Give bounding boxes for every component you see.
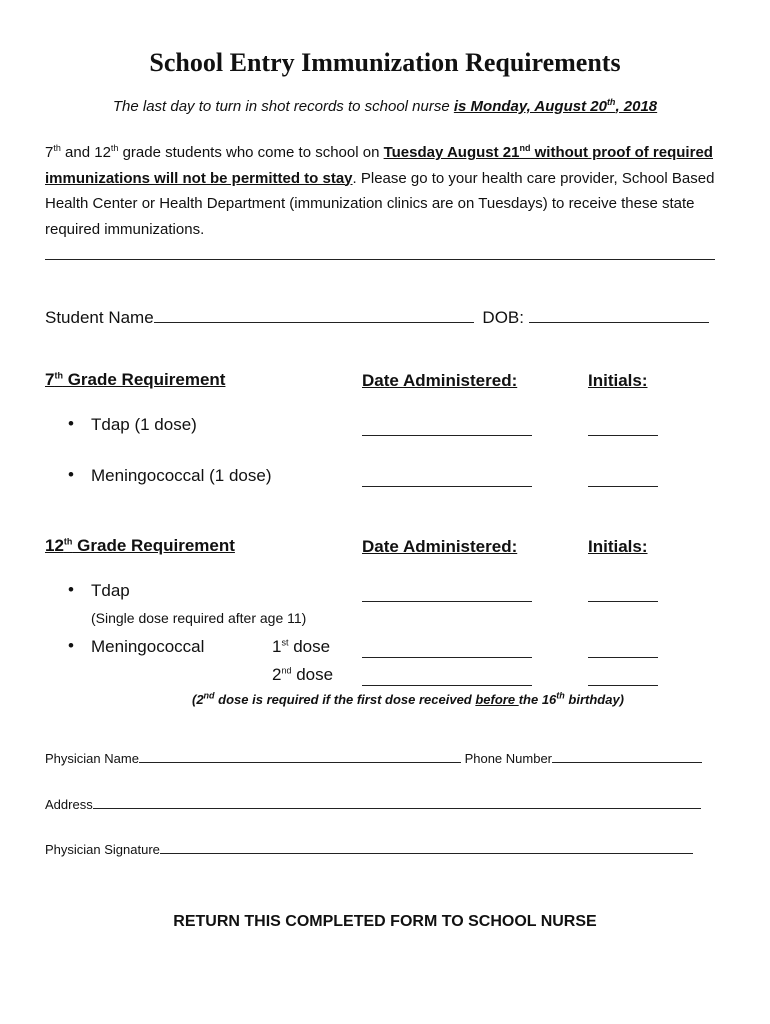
dob-field[interactable] bbox=[529, 305, 709, 323]
address-row bbox=[45, 795, 701, 812]
address-field[interactable] bbox=[93, 795, 701, 809]
grade12-dose2-initials-field[interactable] bbox=[588, 685, 658, 686]
intro-warning: Tuesday August 21nd without proof of required immunizations will not be permitted to stay bbox=[45, 143, 713, 187]
address-label: Address bbox=[45, 797, 93, 812]
physician-name-field[interactable] bbox=[139, 749, 461, 763]
grade12-initials-column: Initials: bbox=[588, 537, 648, 556]
grade7-mening-initials-field[interactable] bbox=[588, 486, 658, 487]
grade7-heading: 7th Grade Requirement bbox=[45, 370, 226, 389]
bullet: • bbox=[68, 465, 74, 484]
deadline-notice bbox=[0, 98, 770, 115]
grade12-date-column: Date Administered: bbox=[362, 537, 518, 556]
grade12-dose1-label: 1st dose bbox=[272, 637, 331, 656]
intro-paragraph: 7th and 12th grade students who come to school on Tuesday August 21nd without proof of required immunizations will not be permitted to stay. Please go to your health care provider, School Based Health Center or Health Department (immunization clinics are on Tuesdays) to receive these state required immunizations. bbox=[45, 143, 715, 238]
bullet: • bbox=[68, 580, 74, 599]
student-name-label: Student Name bbox=[45, 308, 154, 327]
grade12-tdap: Tdap bbox=[91, 581, 130, 600]
bullet: • bbox=[68, 636, 74, 655]
phone-number-label: Phone Number bbox=[464, 751, 553, 766]
physician-signature-label: Physician Signature bbox=[45, 842, 160, 857]
grade12-dose1-date-field[interactable] bbox=[362, 657, 532, 658]
student-name-field[interactable] bbox=[154, 305, 474, 323]
deadline-date: is Monday, August 20th, 2018 bbox=[453, 97, 658, 115]
grade12-meningococcal: Meningococcal bbox=[91, 637, 205, 656]
dose-requirement-note: (2nd dose is required if the first dose received before the 16th birthday) bbox=[191, 690, 625, 707]
grade7-tdap-initials-field[interactable] bbox=[588, 435, 658, 436]
return-instruction: RETURN THIS COMPLETED FORM TO SCHOOL NURSE bbox=[173, 913, 597, 930]
student-name-row bbox=[45, 305, 709, 328]
grade7-mening-date-field[interactable] bbox=[362, 486, 532, 487]
divider bbox=[45, 259, 715, 260]
physician-name-row bbox=[45, 749, 702, 766]
page-title: School Entry Immunization Requirements bbox=[149, 48, 621, 77]
deadline-prefix: The last day to turn in shot records to school nurse bbox=[112, 98, 454, 115]
grade12-dose2-label: 2nd dose bbox=[272, 665, 334, 684]
dob-label: DOB: bbox=[482, 308, 524, 327]
grade12-tdap-date-field[interactable] bbox=[362, 601, 532, 602]
grade7-tdap: Tdap (1 dose) bbox=[91, 415, 197, 434]
bullet: • bbox=[68, 414, 74, 433]
grade7-date-column: Date Administered: bbox=[362, 371, 518, 390]
grade12-tdap-initials-field[interactable] bbox=[588, 601, 658, 602]
grade12-dose2-date-field[interactable] bbox=[362, 685, 532, 686]
physician-name-label: Physician Name bbox=[45, 751, 139, 766]
grade7-meningococcal: Meningococcal (1 dose) bbox=[91, 466, 272, 485]
physician-signature-field[interactable] bbox=[160, 840, 693, 854]
signature-row bbox=[45, 840, 693, 857]
grade12-dose1-initials-field[interactable] bbox=[588, 657, 658, 658]
grade12-tdap-note: (Single dose required after age 11) bbox=[91, 610, 307, 626]
grade7-initials-column: Initials: bbox=[588, 371, 648, 390]
phone-number-field[interactable] bbox=[552, 749, 702, 763]
grade7-tdap-date-field[interactable] bbox=[362, 435, 532, 436]
grade12-heading: 12th Grade Requirement bbox=[45, 536, 235, 555]
